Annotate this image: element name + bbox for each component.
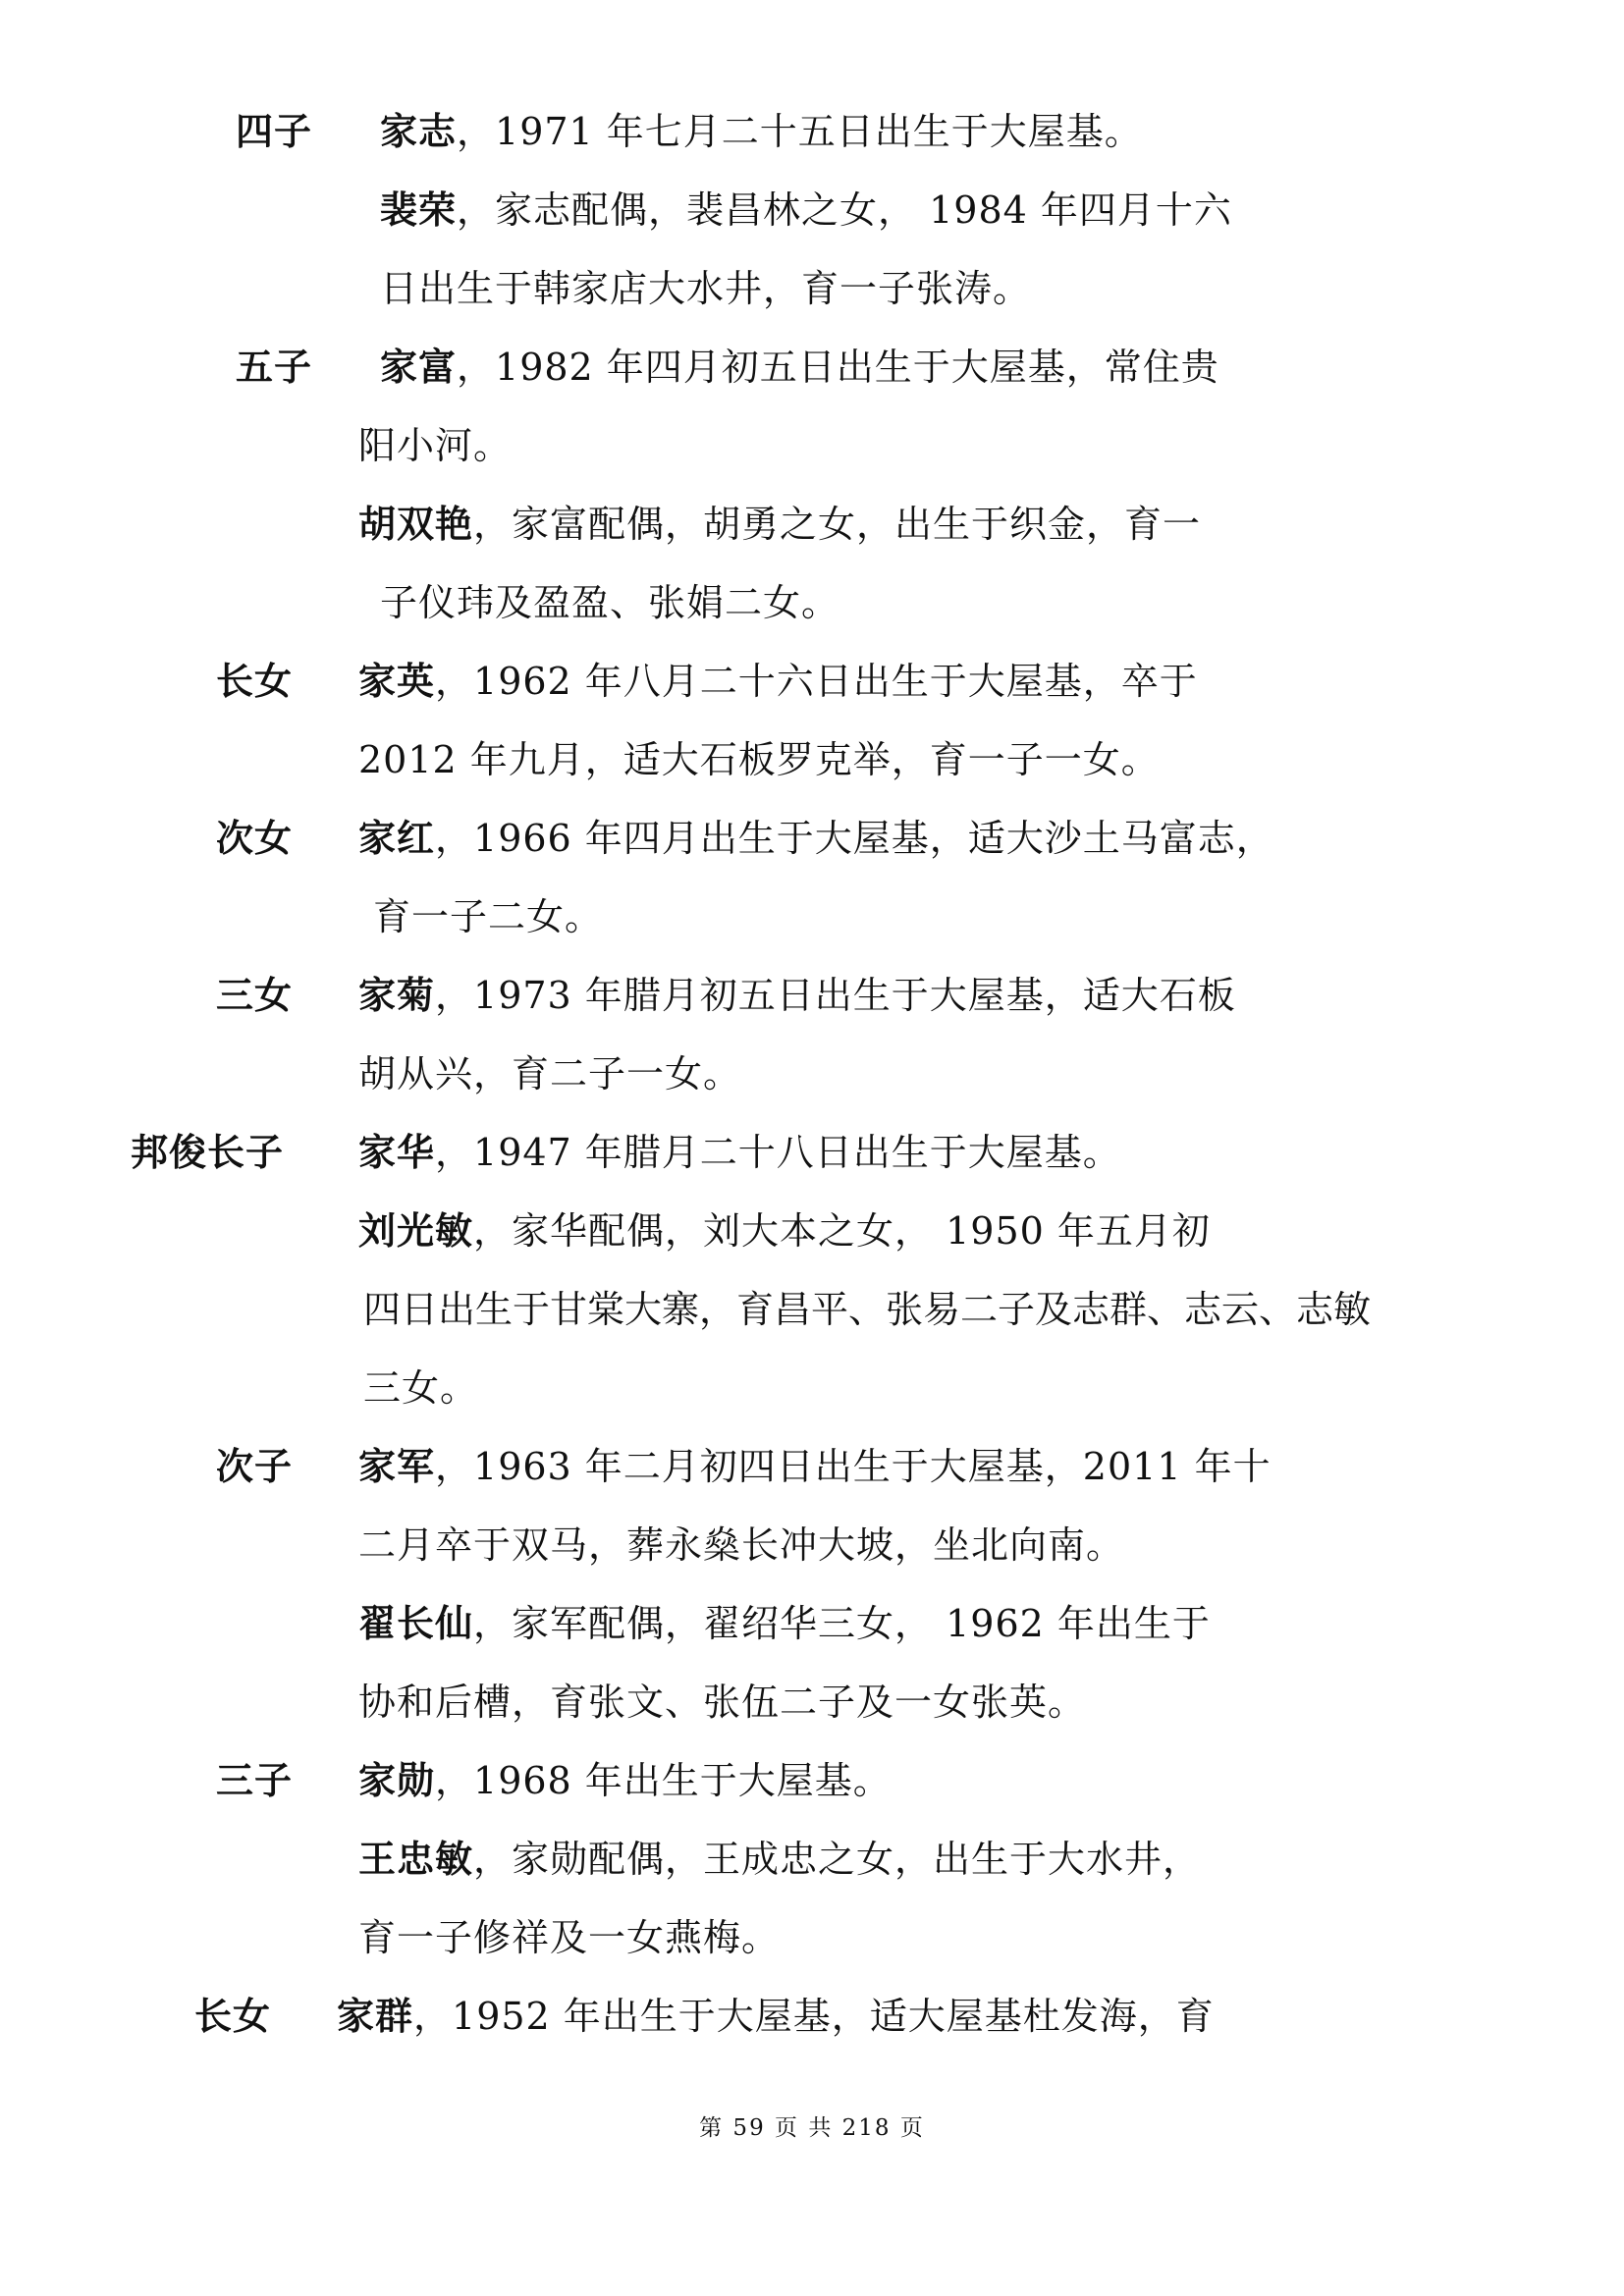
relation-label: 三子 <box>216 1758 294 1802</box>
entry-line <box>358 658 1198 705</box>
relation-label: 次女 <box>216 816 294 860</box>
continuation-line: 三女。 <box>363 1366 479 1410</box>
continuation-line: 育一子二女。 <box>373 895 604 938</box>
entry-text: ，1968 年出生于大屋基。 <box>435 1759 892 1802</box>
spouse-line <box>358 1207 1211 1255</box>
spouse-text: ，家华配偶，刘大本之女， 1950 年五月初 <box>473 1209 1211 1253</box>
relation-label: 三女 <box>216 973 294 1017</box>
person-name: 家英 <box>358 659 436 703</box>
person-name: 家军 <box>358 1444 436 1488</box>
spouse-name: 刘光敏 <box>358 1208 474 1253</box>
entry-text: ，1973 年腊月初五日出生于大屋基，适大石板 <box>435 974 1236 1017</box>
spouse-line <box>358 1836 1201 1883</box>
spouse-line <box>358 1600 1211 1647</box>
entry-line <box>358 972 1236 1019</box>
person-name: 家群 <box>337 1994 414 2038</box>
entry-line <box>380 344 1219 391</box>
page-footer: 第 59 页 共 218 页 <box>699 2115 925 2141</box>
entry-line <box>358 1443 1272 1490</box>
person-name: 家红 <box>358 816 436 860</box>
entry-line <box>358 1129 1121 1176</box>
entry-line <box>380 108 1143 155</box>
relation-label: 次子 <box>216 1444 294 1488</box>
continuation-line: 协和后槽，育张文、张伍二子及一女张英。 <box>358 1681 1087 1724</box>
spouse-text: ，家勋配偶，王成忠之女，出生于大水井， <box>473 1838 1202 1881</box>
relation-label: 邦俊长子 <box>131 1130 285 1174</box>
spouse-line <box>380 187 1232 234</box>
relation-label: 长女 <box>216 659 294 703</box>
person-name: 家志 <box>380 109 458 153</box>
continuation-line: 胡从兴，育二子一女。 <box>358 1052 742 1095</box>
entry-text: ，1982 年四月初五日出生于大屋基，常住贵 <box>457 346 1219 389</box>
entry-line <box>337 1993 1215 2040</box>
continuation-line: 阳小河。 <box>358 424 513 467</box>
continuation-line: 育一子修祥及一女燕梅。 <box>358 1916 781 1959</box>
relation-label: 长女 <box>194 1994 272 2038</box>
person-name: 家勋 <box>358 1758 436 1802</box>
entry-text: ，1947 年腊月二十八日出生于大屋基。 <box>435 1131 1121 1174</box>
relation-label: 五子 <box>236 345 313 389</box>
relation-label: 四子 <box>236 109 313 153</box>
entry-line <box>358 815 1274 862</box>
continuation-line: 二月卒于双马，葬永燊长冲大坡，坐北向南。 <box>358 1523 1125 1567</box>
person-name: 家富 <box>380 345 458 389</box>
entry-text: ，1963 年二月初四日出生于大屋基，2011 年十 <box>435 1445 1272 1488</box>
continuation-line: 2012 年九月，适大石板罗克举，育一子一女。 <box>358 738 1160 781</box>
spouse-name: 胡双艳 <box>358 502 474 546</box>
entry-text: ，1962 年八月二十六日出生于大屋基，卒于 <box>435 660 1198 703</box>
entry-text: ，1952 年出生于大屋基，适大屋基杜发海，育 <box>413 1995 1215 2038</box>
spouse-line <box>358 501 1201 548</box>
entry-text: ，1971 年七月二十五日出生于大屋基。 <box>457 110 1143 153</box>
entry-text: ，1966 年四月出生于大屋基，适大沙土马富志， <box>435 817 1274 860</box>
continuation-line: 四日出生于甘棠大寨，育昌平、张易二子及志群、志云、志敏 <box>363 1288 1372 1331</box>
continuation-line: 日出生于韩家店大水井，育一子张涛。 <box>380 267 1032 310</box>
spouse-name: 裴荣 <box>380 187 458 232</box>
spouse-name: 翟长仙 <box>358 1601 474 1645</box>
person-name: 家菊 <box>358 973 436 1017</box>
spouse-text: ，家富配偶，胡勇之女，出生于织金，育一 <box>473 503 1202 546</box>
person-name: 家华 <box>358 1130 436 1174</box>
spouse-text: ，家军配偶，翟绍华三女， 1962 年出生于 <box>473 1602 1211 1645</box>
spouse-name: 王忠敏 <box>358 1837 474 1881</box>
spouse-text: ，家志配偶，裴昌林之女， 1984 年四月十六 <box>457 188 1232 232</box>
entry-line <box>358 1757 892 1804</box>
continuation-line: 子仪玮及盈盈、张娟二女。 <box>380 581 840 624</box>
